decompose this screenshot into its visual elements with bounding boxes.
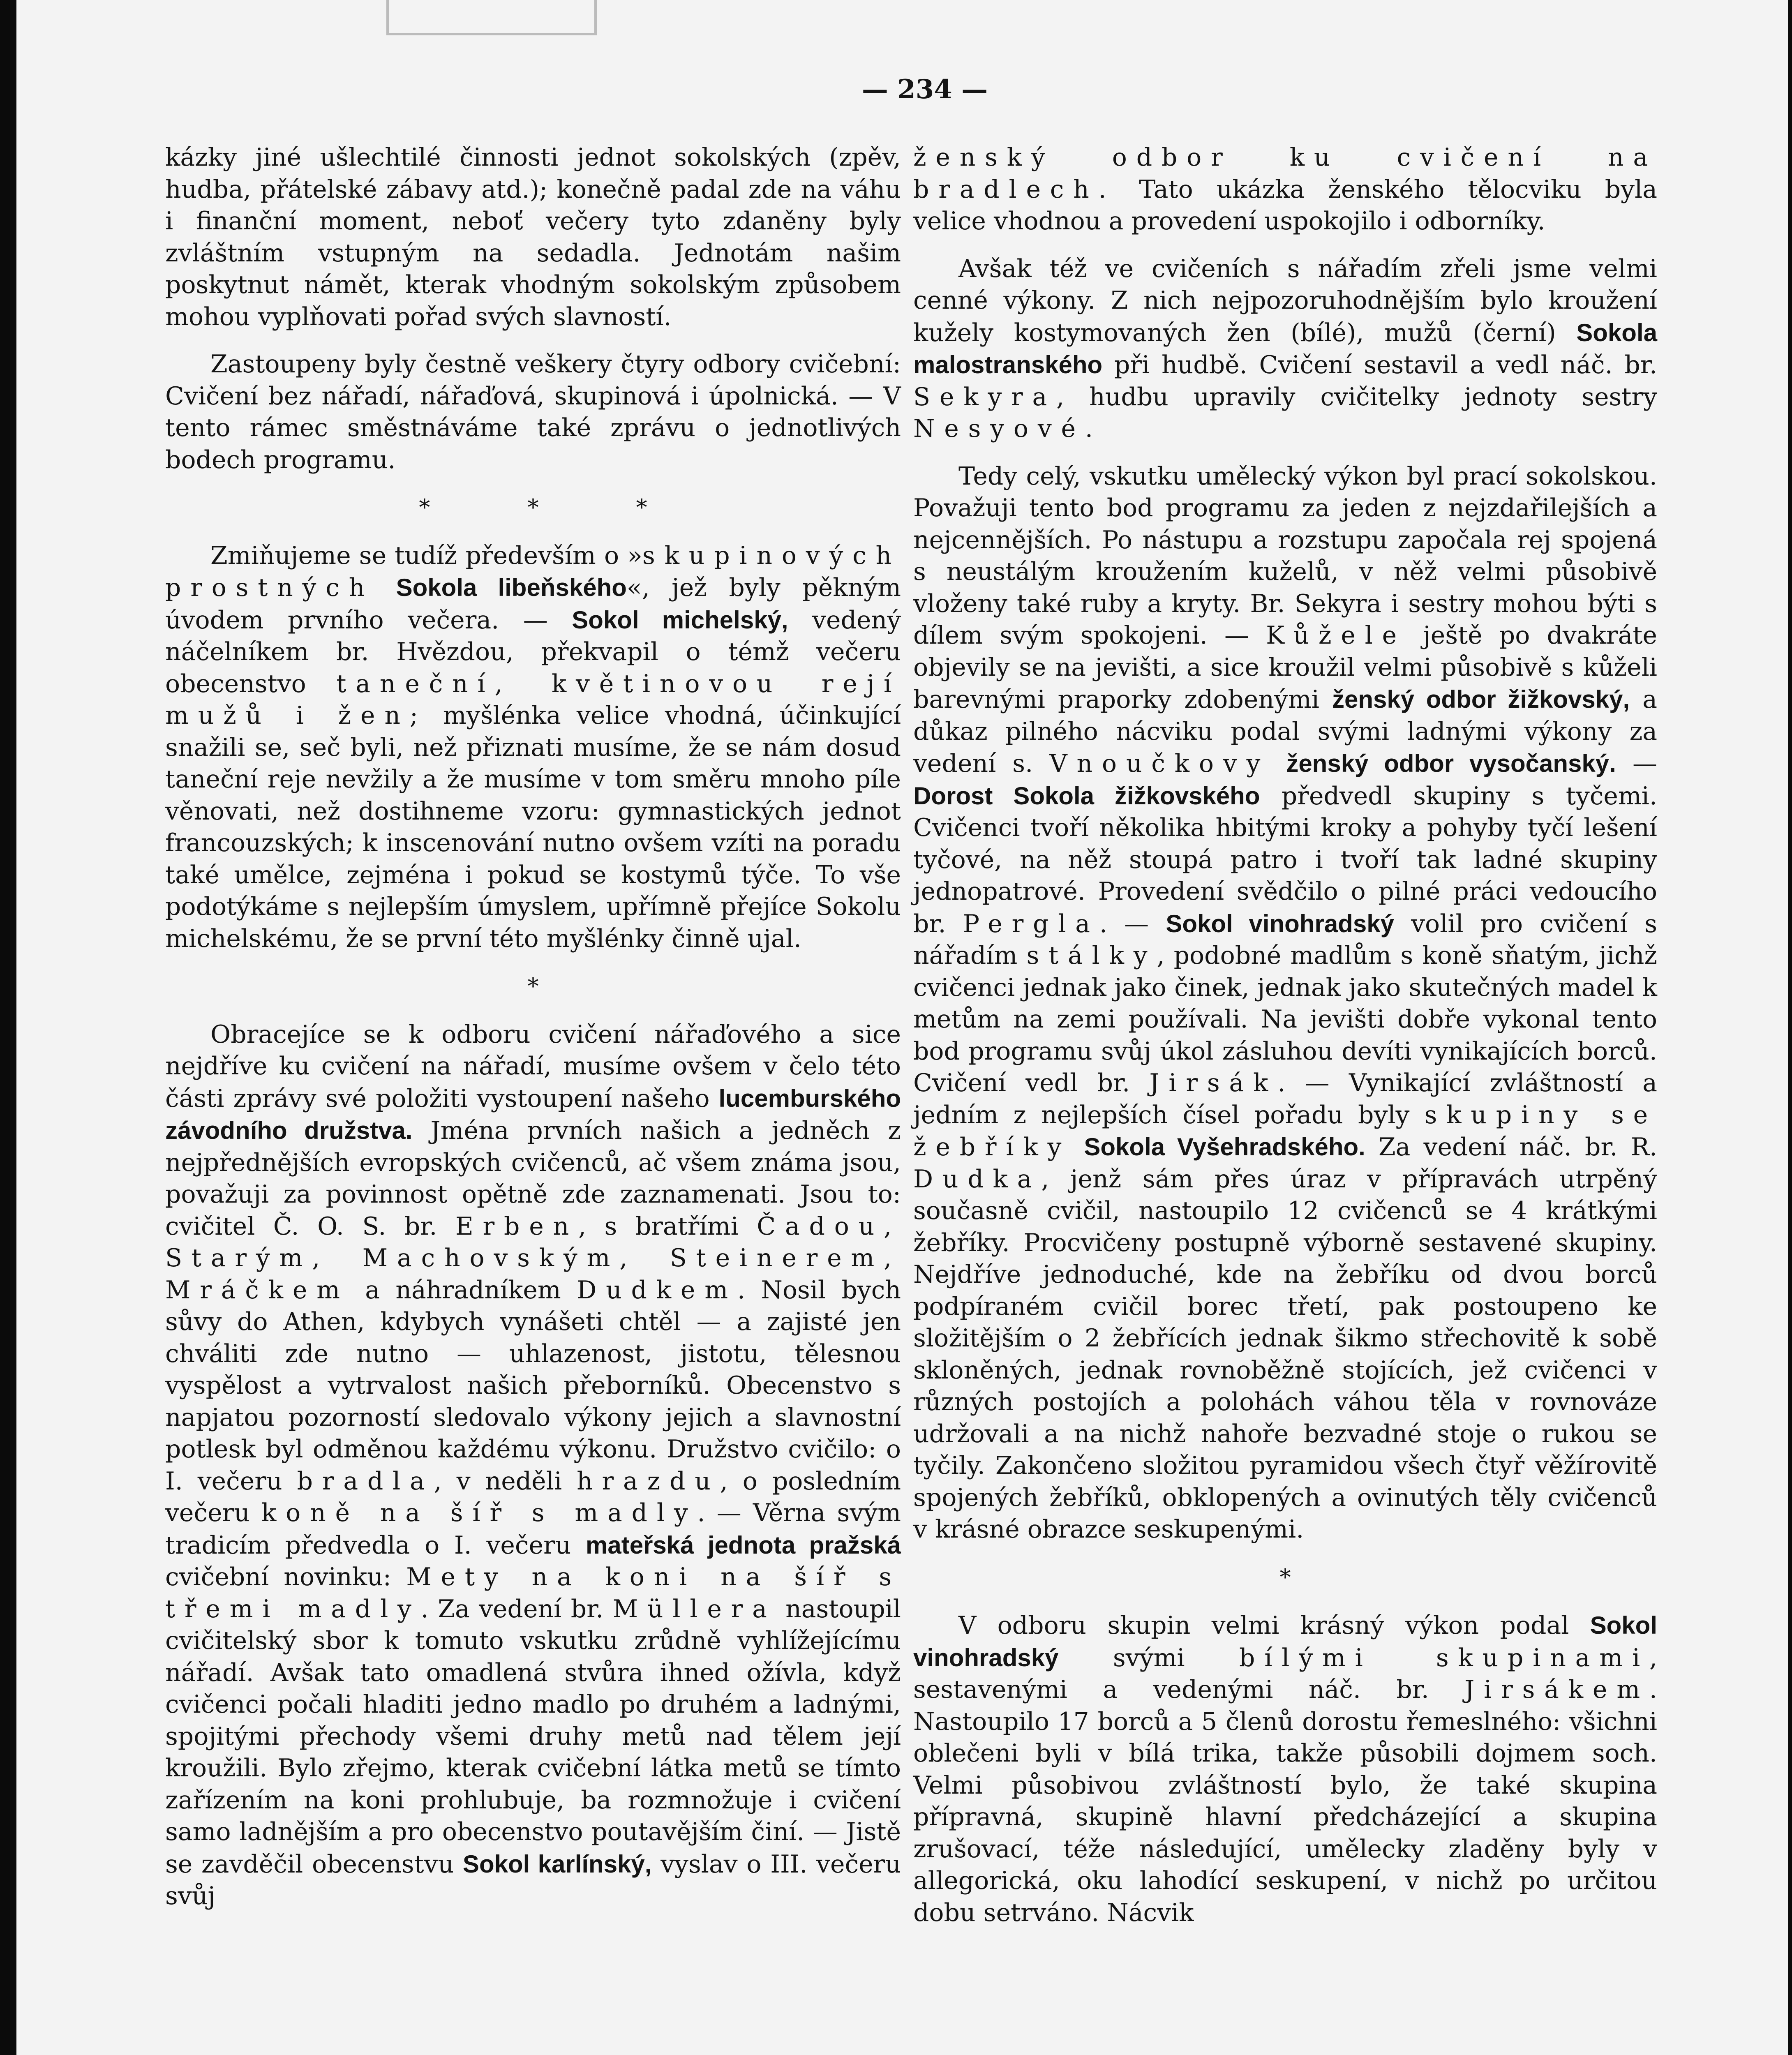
section-divider: * [527,973,584,999]
left-column [165,142,901,1928]
right-paragraph-1: ženský odbor ku cvičení na bradlech. Tato ukázka ženského tělocviku byla velice vhodnou a provedení uspokojilo i odborníky. [913,143,1657,236]
right-paragraph-4: V odboru skupin velmi krásný výkon podal Sokol vinohradský svými bílými skupinami, sestavenými a vedenými náč. br. Jirsákem. Nastoupilo 17 borců a 5 členů dorostu řemeslného: všichni oblečeni byli v bílá trika, takže působili dojmem soch. Velmi působivou zvláštností bylo, že také skupina přípravná, skupině hlavní předcházející a skupina zrušovací, téže následující, umělecky zladěny byly v allegorická, oku lahodící seskupení, v nichž po určitou dobu setrváno. Nácvik [913,1611,1658,1927]
scan-blot [386,0,597,35]
section-divider: * [1279,1564,1336,1590]
book-page [16,0,1788,2055]
section-divider: * * * [419,494,693,520]
right-paragraph-3: Tedy celý, vskutku umělecký výkon byl prací sokolskou. Považuji tento bod programu za jeden z nejzdařilejších a nejcennějších. Po nástupu a rozstupu započala rej spojená s neustálým kroužením kuželů, v něž velmi působivě vloženy také ruby a kryty. Br. Sekyra i sestry mohou býti s dílem svým spokojeni. — Kůžele ještě po dvakráte objevily se na jevišti, a sice kroužil velmi působivě s kůželi barevnými praporky zdobenými ženský odbor žižkovský, a důkaz pilného nácviku podal svými ladnými výkony za vedení s. Vnoučkovy ženský odbor vysočanský. — Dorost Sokola žižkovského předvedl skupiny s tyčemi. Cvičenci tvoří několika hbitými kroky a pohyby tyčí lešení tyčové, na něž stoupá patro i tvoří tak ladné skupiny jednopatrové. Provedení svědčilo o pilné práci vedoucího br. Pergla. — Sokol vinohradský volil pro cvičení s nářadím stálky, podobné madlům s koně sňatým, jichž cvičenci jednak jako činek, jednak jako skutečných madel k metům na zemi používali. Na jevišti dobře vykonal tento bod programu svůj úkol zásluhou devíti vynikajících borců. Cvičení vedl br. Jirsák. — Vynikající zvláštností a jedním z nejlepších čísel pořadu byly skupiny se žebříky Sokola Vyšehradského. Za vedení náč. br. R. Dudka, jenž sám přes úraz v přípravách utrpěný současně cvičil, nastoupilo 12 cvičenců se 4 krátkými žebříky. Procvičeny postupně výborně sestavené skupiny. Nejdříve jednoduché, kde na žebříku od dvou borců podpíraném cvičil borec třetí, pak postoupeno ke složitějším o 2 žebřících jednak šikmo střechovitě k sobě skloněných, jednak rovnoběžně stojících, jež cvičenci v různých postojích a polohách váhou těla v rovnováze udržovali a na nichž nahoře bezvadné stoje o rukou se tyčily. Zakončeno složitou pyramidou všech čtyř věžírovitě spojených žebříků, obklopených a ovinutých těly cvičenců v krásné obrazce seskupenými. [913,462,1658,1544]
left-paragraph-1: kázky jiné ušlechtilé činnosti jednot sokolských (zpěv, hudba, přátelské zábavy atd.); konečně padal zde na váhu i finanční moment, neboť večery tyto zdaněny byly zvláštním vstupným na sedadla. Jednotám našim poskytnut námět, kterak vhodným sokolským způsobem mohou vyplňovati pořad svých slavností. [165,143,901,331]
right-column [913,142,1657,1944]
left-paragraph-3: Zmiňujeme se tudíž především o »skupinových prostných Sokola libeňského«, jež byly pěkným úvodem prvního večera. — Sokol michelský, vedený náčelníkem br. Hvězdou, překvapil o témž večeru obecenstvo taneční, květinovou rejí mužů i žen; myšlénka velice vhodná, účinkující snažili se, seč byli, než přiznati musíme, že se nám dosud taneční reje nevžily a že musíme v tom směru mnoho píle věnovati, než dostihneme vzoru: gymnastických jednot francouzských; k inscenování nutno ovšem vzíti na poradu také umělce, zejména i pokud se kostymů týče. To vše podotýkáme s nejlepším úmyslem, upřímně přejíce Sokolu michelskému, že se první této myšlénky činně ujal. [165,541,901,953]
left-paragraph-4: Obracejíce se k odboru cvičení nářaďového a sice nejdříve ku cvičení na nářadí, musíme ovšem v čelo této části zprávy své položiti vystoupení našeho lucemburského závodního družstva. Jména prvních našich a jedněch z nejpřednějších evropských cvičenců, ač všem známa jsou, považuji za povinnost opětně zde zaznamenati. Jsou to: cvičitel Č. O. S. br. Erben, s bratřími Čadou, Starým, Machovským, Steinerem, Mráčkem a náhradníkem Dudkem. Nosil bych sůvy do Athen, kdybych vynášeti chtěl — a zajisté jen chváliti zde nutno — uhlazenost, jistotu, tělesnou vyspělost a vytrvalost našich přeborníků. Obecenstvo s napjatou pozorností sledovalo výkony jejich a slavnostní potlesk byl odměnou každému výkonu. Družstvo cvičilo: o I. večeru bradla, v neděli hrazdu, o posledním večeru koně na šíř s madly. — Věrna svým tradicím předvedla o I. večeru mateřská jednota pražská cvičební novinku: Mety na koni na šíř s třemi madly. Za vedení br. Müllera nastoupil cvičitelský sbor k tomuto vskutku zrůdně vyhlížejícímu nářadí. Avšak tato omadlená stvůra ihned ožívla, když cvičenci počali hladiti jedno madlo po druhém a ladnými, spojitými přechody všemi druhy metů nad tělem její kroužili. Bylo zřejmo, kterak cvičební látka metů se tímto zařízením na koni prohlubuje, ba rozmnožuje i cvičení samo ladnějším a pro obecenstvo poutavějším činí. — Jistě se zavděčil obecenstvu Sokol karlínský, vyslav o III. večeru svůj [165,1020,901,1910]
page-number: — 234 — [861,74,988,105]
right-paragraph-2: Avšak též ve cvičeních s nářadím zřeli jsme velmi cenné výkony. Z nich nejpozoruhodnějším bylo kroužení kužely kostymovaných žen (bílé), mužů (černí) Sokola malostranského při hudbě. Cvičení sestavil a vedl náč. br. Sekyra, hudbu upravily cvičitelky jednoty sestry Nesyové. [913,254,1657,443]
left-paragraph-2: Zastoupeny byly čestně veškery čtyry odbory cvičební: Cvičení bez nářadí, nářaďová, skupinová i úpolnická. — V tento rámec směstnáváme také zprávu o jednotlivých bodech programu. [165,350,901,474]
